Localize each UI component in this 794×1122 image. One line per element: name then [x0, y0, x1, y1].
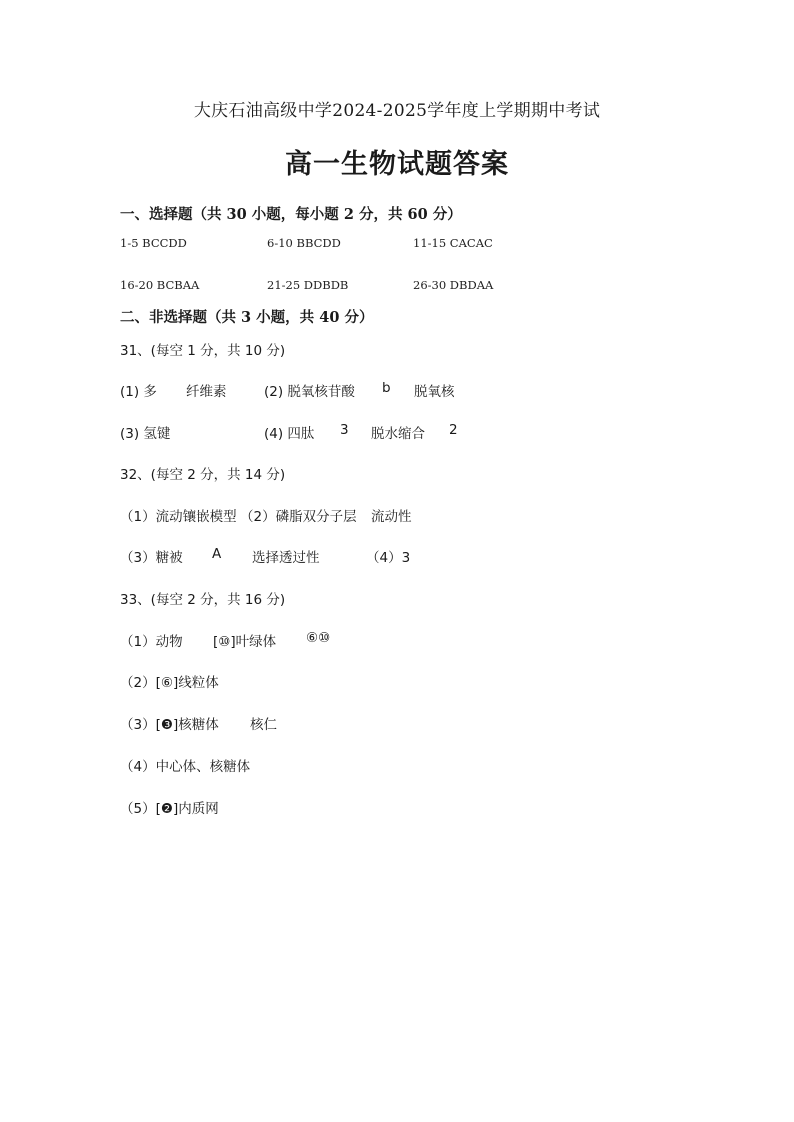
q33-1-answer-b: [⑩]叶绿体	[213, 634, 277, 650]
q32-3-answer-b: A	[212, 546, 222, 562]
school-exam-header: 大庆石油高级中学2024-2025学年度上学期期中考试	[193, 101, 601, 121]
q31-4-answer-a: (4) 四肽	[264, 426, 315, 442]
q31-4-answer-d: 2	[449, 422, 458, 438]
q32-2-answer-b: 流动性	[371, 509, 412, 525]
q31-4-answer-c: 脱水缩合	[371, 426, 425, 442]
q33-4-answer: （4）中心体、核糖体	[120, 759, 251, 775]
q33-header: 33、(每空 2 分，共 16 分)	[120, 592, 286, 608]
q33-5-answer: （5）[❷]内质网	[120, 801, 219, 817]
section1-heading: 一、选择题（共 30 小题，每小题 2 分，共 60 分）	[120, 206, 462, 223]
q31-3-answer: (3) 氢键	[120, 426, 171, 442]
q32-2-answer-a: （2）磷脂双分子层	[240, 509, 357, 525]
q33-1-answer-a: （1）动物	[120, 634, 183, 650]
mc-answer-11-15: 11-15 CACAC	[413, 236, 493, 250]
mc-answer-1-5: 1-5 BCCDD	[120, 236, 187, 250]
q33-2-answer: （2）[⑥]线粒体	[120, 675, 219, 691]
mc-answer-6-10: 6-10 BBCDD	[267, 236, 341, 250]
q31-2-answer-b: b	[382, 380, 391, 396]
q32-header: 32、(每空 2 分，共 14 分)	[120, 467, 286, 483]
q31-2-answer-c: 脱氧核	[414, 384, 455, 400]
q33-3-answer-a: （3）[❸]核糖体	[120, 717, 219, 733]
section2-heading: 二、非选择题（共 3 小题，共 40 分）	[120, 309, 374, 326]
q31-4-answer-b: 3	[340, 422, 349, 438]
q32-3-answer-a: （3）糖被	[120, 550, 183, 566]
q33-3-answer-b: 核仁	[250, 717, 277, 733]
mc-answer-26-30: 26-30 DBDAA	[413, 278, 494, 292]
q32-4-answer: （4）3	[366, 550, 411, 566]
q32-1-answer: （1）流动镶嵌模型	[120, 509, 237, 525]
q31-1-answer-a: (1) 多	[120, 384, 157, 400]
q31-header: 31、(每空 1 分，共 10 分)	[120, 343, 286, 359]
q32-3-answer-c: 选择透过性	[252, 550, 320, 566]
page-title: 高一生物试题答案	[285, 149, 509, 180]
q31-1-answer-b: 纤维素	[186, 384, 227, 400]
mc-answer-16-20: 16-20 BCBAA	[120, 278, 200, 292]
mc-answer-21-25: 21-25 DDBDB	[267, 278, 349, 292]
q31-2-answer-a: (2) 脱氧核苷酸	[264, 384, 355, 400]
q33-1-answer-c: ⑥⑩	[306, 630, 331, 646]
